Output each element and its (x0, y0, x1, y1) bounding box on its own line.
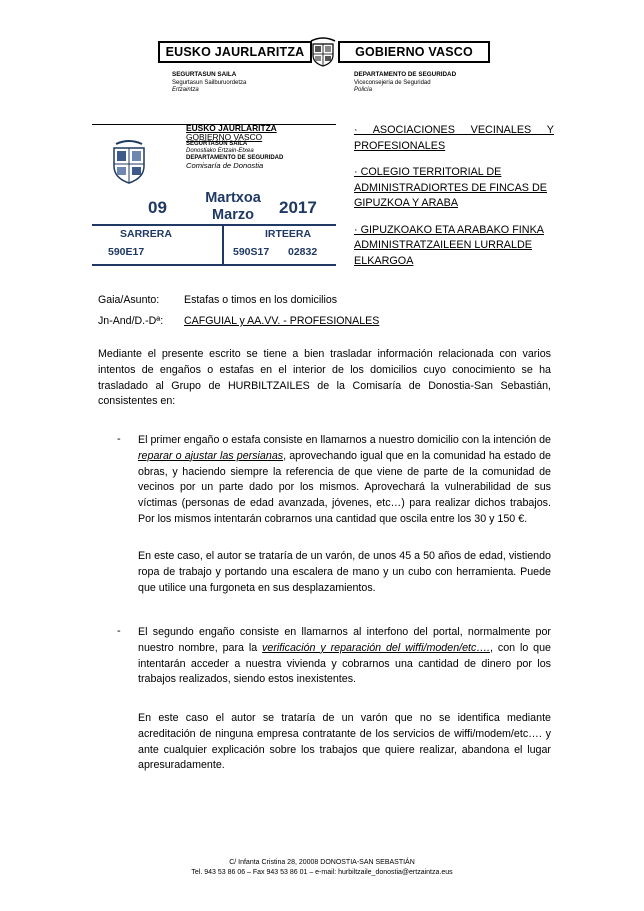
stamp-grid-divider (222, 226, 224, 264)
stamp-month-eu: Martxoa (205, 190, 261, 206)
stamp-unit-eu: Donostiako Ertzain-Etxea (186, 148, 254, 154)
page-footer (0, 858, 644, 878)
footer-address: C/ Infanta Cristina 28, 20008 DONOSTIA-SAN SEBASTIÁN (229, 859, 415, 866)
stamp-exit-number: 590S17 (233, 246, 270, 258)
dept-eu-line: Segurtasun Sailburuordetza (172, 79, 247, 86)
recipient-item: · GIPUZKOAKO ETA ARABAKO FINKA ADMINISTRATZAILEEN LURRALDE ELKARGOA (354, 223, 544, 267)
subject-value: Estafas o timos en los domicilios (184, 294, 338, 306)
footer-contact: Tel. 943 53 86 06 – Fax 943 53 86 01 – e-mail: hurbiltzaile_donostia@ertzaintza.eus (191, 869, 453, 876)
bullet-marker: - (117, 625, 121, 637)
letterhead-department-es (354, 71, 456, 95)
item-2-text-a: El segundo engaño consiste en llamarnos al interfono del portal, normalmente por nuestro nombre, para la (138, 626, 551, 654)
stamp-entry-label: SARRERA (120, 228, 172, 240)
recipients-list (354, 123, 554, 280)
dept-eu-line: SEGURTASUN SAILA (172, 71, 237, 78)
stamp-registry-grid (92, 224, 336, 266)
stamp-org-block (186, 124, 283, 171)
item-1-text-a: El primer engaño o estafa consiste en llamarnos a nuestro domicilio con la intención de (138, 434, 551, 446)
dept-es-line: Viceconsejería de Seguridad (354, 79, 431, 86)
item-1-detail: En este caso, el autor se trataría de un varón, de unos 45 a 50 años de edad, vistiendo ropa de trabajo y portando una escalera de mano y un cubo con herramienta. Puede que utilice una furgoneta en sus desplazamientos. (138, 550, 551, 594)
stamp-day: 09 (148, 198, 167, 217)
basque-government-crest-icon (308, 35, 338, 67)
stamp-unit-es: Comisaría de Donostia (186, 161, 264, 170)
bullet-marker: - (117, 433, 121, 445)
letterhead-org-es: GOBIERNO VASCO (338, 41, 490, 63)
item-2-paragraph (138, 625, 551, 688)
stamp-org-es: GOBIERNO VASCO (186, 131, 263, 142)
letterhead-department-eu (172, 71, 246, 95)
stamp-month-es: Marzo (212, 207, 254, 223)
item-2-detail: En este caso el autor se trataría de un varón que no se identifica mediante acreditación de ninguna empresa contratante de los servicios de wiffi/modem/etc…. y ante cualquier explicación sobre los trabajos que quiere realizar, abandona el lugar apresuradamente. (138, 712, 551, 772)
item-1-paragraph (138, 433, 551, 528)
stamp-crest-icon (110, 138, 148, 184)
stamp-year: 2017 (279, 198, 317, 217)
intro-paragraph: Mediante el presente escrito se tiene a bien trasladar información relacionada con varios intentos de engaños o estafas en el interior de los domicilios cuyo conocimiento se ha trasladado al Grupo de HURBILTZAILES de la Comisaría de Donostia-San Sebastián, consistentes en: (98, 348, 551, 408)
addressee-value: CAFGUIAL y AA.VV. - PROFESIONALES (184, 315, 380, 327)
item-2-text-b: , con lo que intentarán acceder a nuestra vivienda y cobrarnos una cantidad de dinero por los trabajos realizados, siendo estos inexistentes. (138, 641, 551, 686)
item-1-emphasis: reparar o ajustar las persianas (138, 449, 284, 462)
stamp-dept-eu: SEGURTASUN SAILA (186, 141, 248, 147)
stamp-org-eu: EUSKO JAURLARITZA (186, 123, 277, 133)
dept-es-line: Policía (354, 87, 373, 93)
letterhead (158, 35, 488, 67)
item-1-text-b: , aprovechando igual que en la comunidad ha estado de obras, y haciendo siempre la referencia de que viene de parte de la comunidad de vecinos por un parte dado por los mismos. Aprovechará la vulnerabilidad de sus víctimas (personas de edad avanzada, jóvenes, etc…) para realizar dichos trabajos. Por los mismos intentarán cobrarnos una cantidad que oscila entre los 30 y 150 €. (138, 449, 551, 525)
stamp-dept-es: DEPARTAMENTO DE SEGURIDAD (186, 155, 284, 161)
dept-eu-line: Ertzaintza (172, 87, 199, 93)
addressee-label: Jn-And/D.-Dª: (98, 315, 164, 327)
subject-label: Gaia/Asunto: (98, 294, 160, 306)
letterhead-org-eu: EUSKO JAURLARITZA (158, 41, 312, 63)
stamp-exit-number-2: 02832 (288, 246, 318, 258)
recipient-item: · COLEGIO TERRITORIAL DE ADMINISTRADIORTES DE FINCAS DE GIPUZKOA Y ARABA (354, 166, 547, 209)
recipient-item: · ASOCIACIONES VECINALES Y PROFESIONALES (354, 124, 554, 152)
dept-es-line: DEPARTAMENTO DE SEGURIDAD (354, 71, 457, 78)
item-2-emphasis: verificación y reparación del wiffi/moden/etc…. (262, 641, 491, 654)
registry-stamp (92, 124, 336, 264)
stamp-entry-number: 590E17 (108, 246, 145, 258)
stamp-exit-label: IRTEERA (265, 228, 312, 240)
